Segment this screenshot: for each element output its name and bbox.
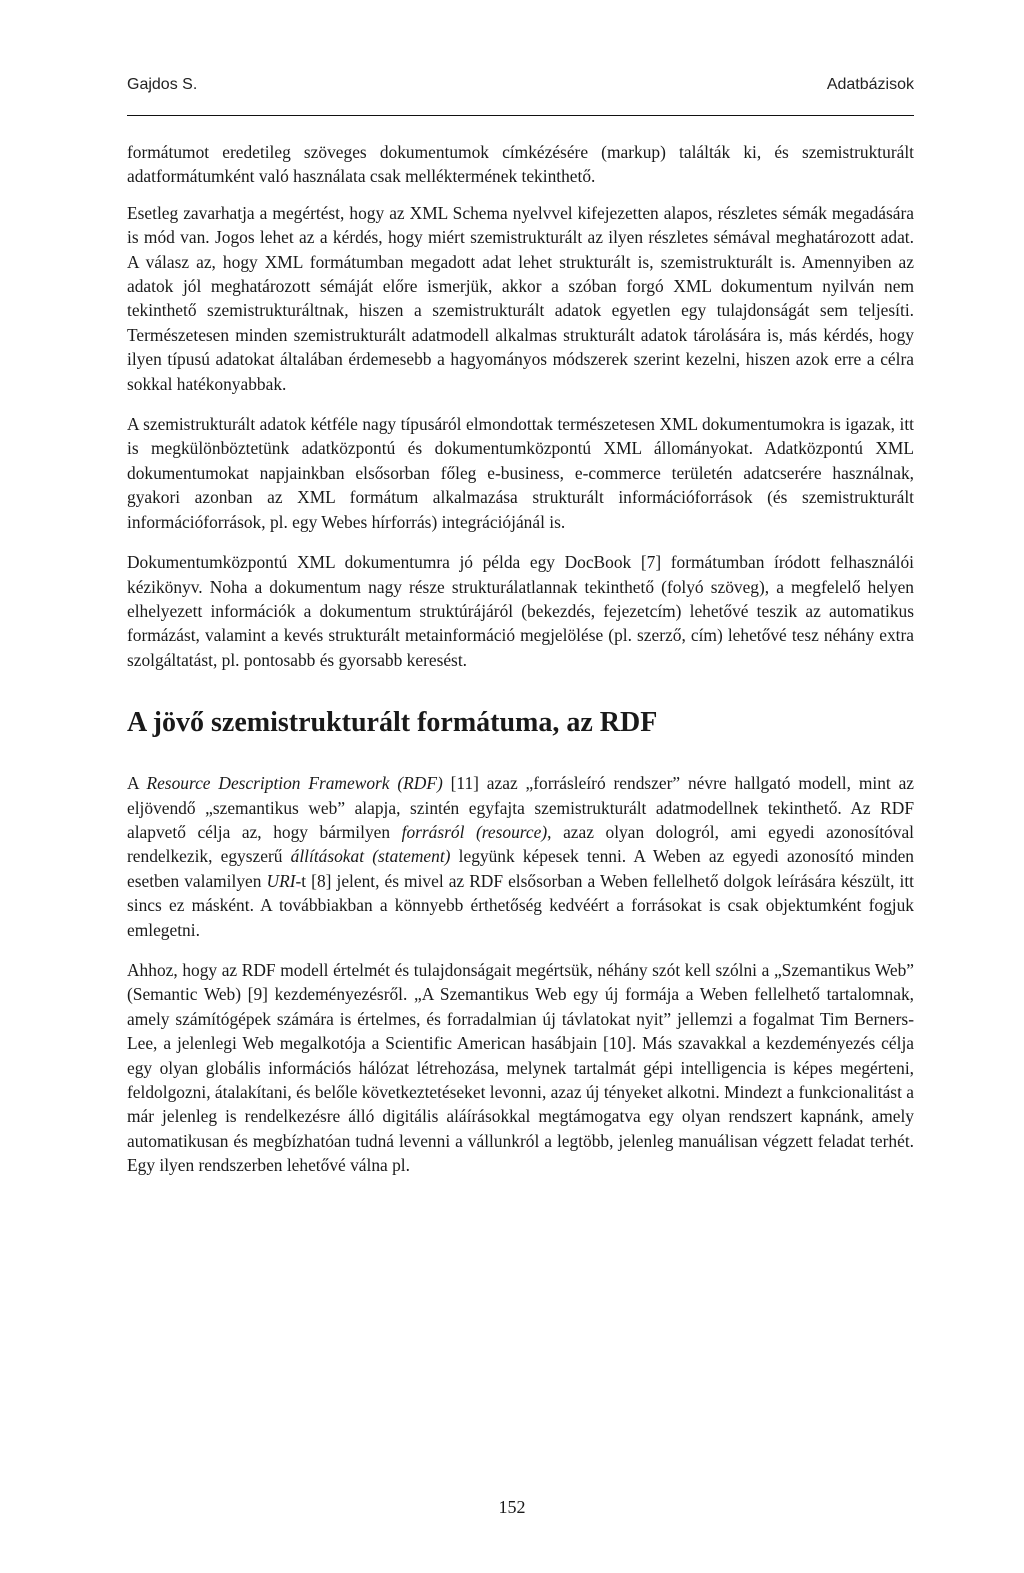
section-paragraph-1 [127, 771, 914, 942]
paragraph-3: A szemistrukturált adatok kétféle nagy típusáról elmondottak természetesen XML dokumentumokra is igazak, itt is megkülönböztetünk adatközpontú és dokumentumközpontú XML állományokat. Adatközpontú XML dokumentumokat napjainkban elsősorban főleg e-business, e-commerce területén adatcserére használnak, gyakori azonban az XML formátum alkalmazása strukturált információforrások (és szemistrukturált információforrások, pl. egy Webes hírforrás) integrációjánál is. [127, 414, 914, 532]
italic-run: URI [266, 870, 296, 891]
text-run: A [127, 773, 147, 794]
italic-run: forrásról (resource) [401, 821, 548, 842]
section-heading: A jövő szemistrukturált formátuma, az RDF [127, 707, 658, 739]
header-rule [127, 115, 914, 116]
text-run: [11] azaz „forrásleíró rendszer” névre hallgató modell, mint az eljövendő „szemantikus web” alapja, szintén egyfajta szemistrukturált adatmodellnek tekinthető. Az RDF alapvető célja az, hogy bármilyen [127, 773, 915, 842]
running-header [127, 76, 914, 100]
paragraph-4: Dokumentumközpontú XML dokumentumra jó példa egy DocBook [7] formátumban íródott felhasználói kézikönyv. Noha a dokumentum nagy része strukturálatlannak tekinthető (folyó szöveg), a megfelelő helyen elhelyezett információk a dokumentum struktúrájáról (bekezdés, fejezetcím) lehetővé teszik az automatikus formázást, valamint a kevés strukturált metainformáció megjelölése (pl. szerző, cím) lehetővé tesz néhány extra szolgáltatást, pl. pontosabb és gyorsabb keresést. [127, 552, 914, 670]
paragraph-1: formátumot eredetileg szöveges dokumentumok címkézésére (markup) találták ki, és szemistrukturált adatformátumként való használata csak melléktermének tekinthető. [127, 142, 914, 187]
text-run: , azaz olyan dologról, ami egyedi azonosítóval rendelkezik, egyszerű [127, 821, 914, 867]
header-topic: Adatbázisok [826, 76, 914, 93]
section-paragraph-2: Ahhoz, hogy az RDF modell értelmét és tulajdonságait megértsük, néhány szót kell szólni a „Szemantikus Web” (Semantic Web) [9] kezdeményezésről. „A Szemantikus Web egy új formája a Weben fellelhető tartalomnak, amely számítógépek számára is értelmes, és forradalmian új távlatokat nyit” jellemzi a fogalmat Tim Berners-Lee, a jelenlegi Web megalkotója a Scientific American hasábjain [10]. Más szavakkal a kezdeményezés célja egy olyan globális információs hálózat létrehozása, melynek tartalmát gépi intelligencia is képes megérteni, feldolgozni, átalakítani, és belőle következtetéseket levonni, azaz új tényeket alkotni. Mindezt a funkcionalitást a már jelenleg is rendelkezésre álló digitális aláírásokkal megtámogatva egy olyan rendszert kapnánk, amely automatikusan és megbízhatóan tudná levenni a vállunkról a legtöbb, jelenleg manuálisan végzett feladat terhét. Egy ilyen rendszerben lehetővé válna pl. [127, 959, 914, 1176]
text-run: -t [8] jelent, és mivel az RDF elsősorban a Weben fellelhető dolgok leírására készült, itt sincs ez másként. A továbbiakban a könnyebb érthetőség kedvéért a forrásokat is csak objektumként fogjuk emlegetni. [127, 870, 914, 940]
italic-run: Resource Description Framework (RDF) [146, 773, 443, 794]
header-author: Gajdos S. [127, 76, 198, 93]
paragraph-2: Esetleg zavarhatja a megértést, hogy az XML Schema nyelvvel kifejezetten alapos, részletes sémák megadására is mód van. Jogos lehet az a kérdés, hogy miért szemistrukturált az ilyen részletes sémával meghatározott adat. A válasz az, hogy XML formátumban megadott adat lehet strukturált is, szemistrukturált is. Amennyiben az adatok jól meghatározott sémáját előre ismerjük, akkor a szóban forgó XML dokumentum nyilván nem tekinthető szemistrukturáltnak, hiszen a szemistrukturált adatok egyetlen egy tulajdonságát sem teljesíti. Természetesen minden szemistrukturált adatmodell alkalmas strukturált adatok tárolására is, más kérdés, hogy ilyen típusú adatokat általában érdemesebb a hagyományos módszerek szerint kezelni, hiszen azok erre a célra sokkal hatékonyabbak. [127, 202, 914, 394]
italic-run: állításokat (statement) [290, 846, 451, 867]
text-run: legyünk képesek tenni. A Weben az egyedi azonosító minden esetben valamilyen [127, 846, 914, 891]
page-number: 152 [498, 1497, 526, 1517]
body-text [127, 140, 914, 1194]
